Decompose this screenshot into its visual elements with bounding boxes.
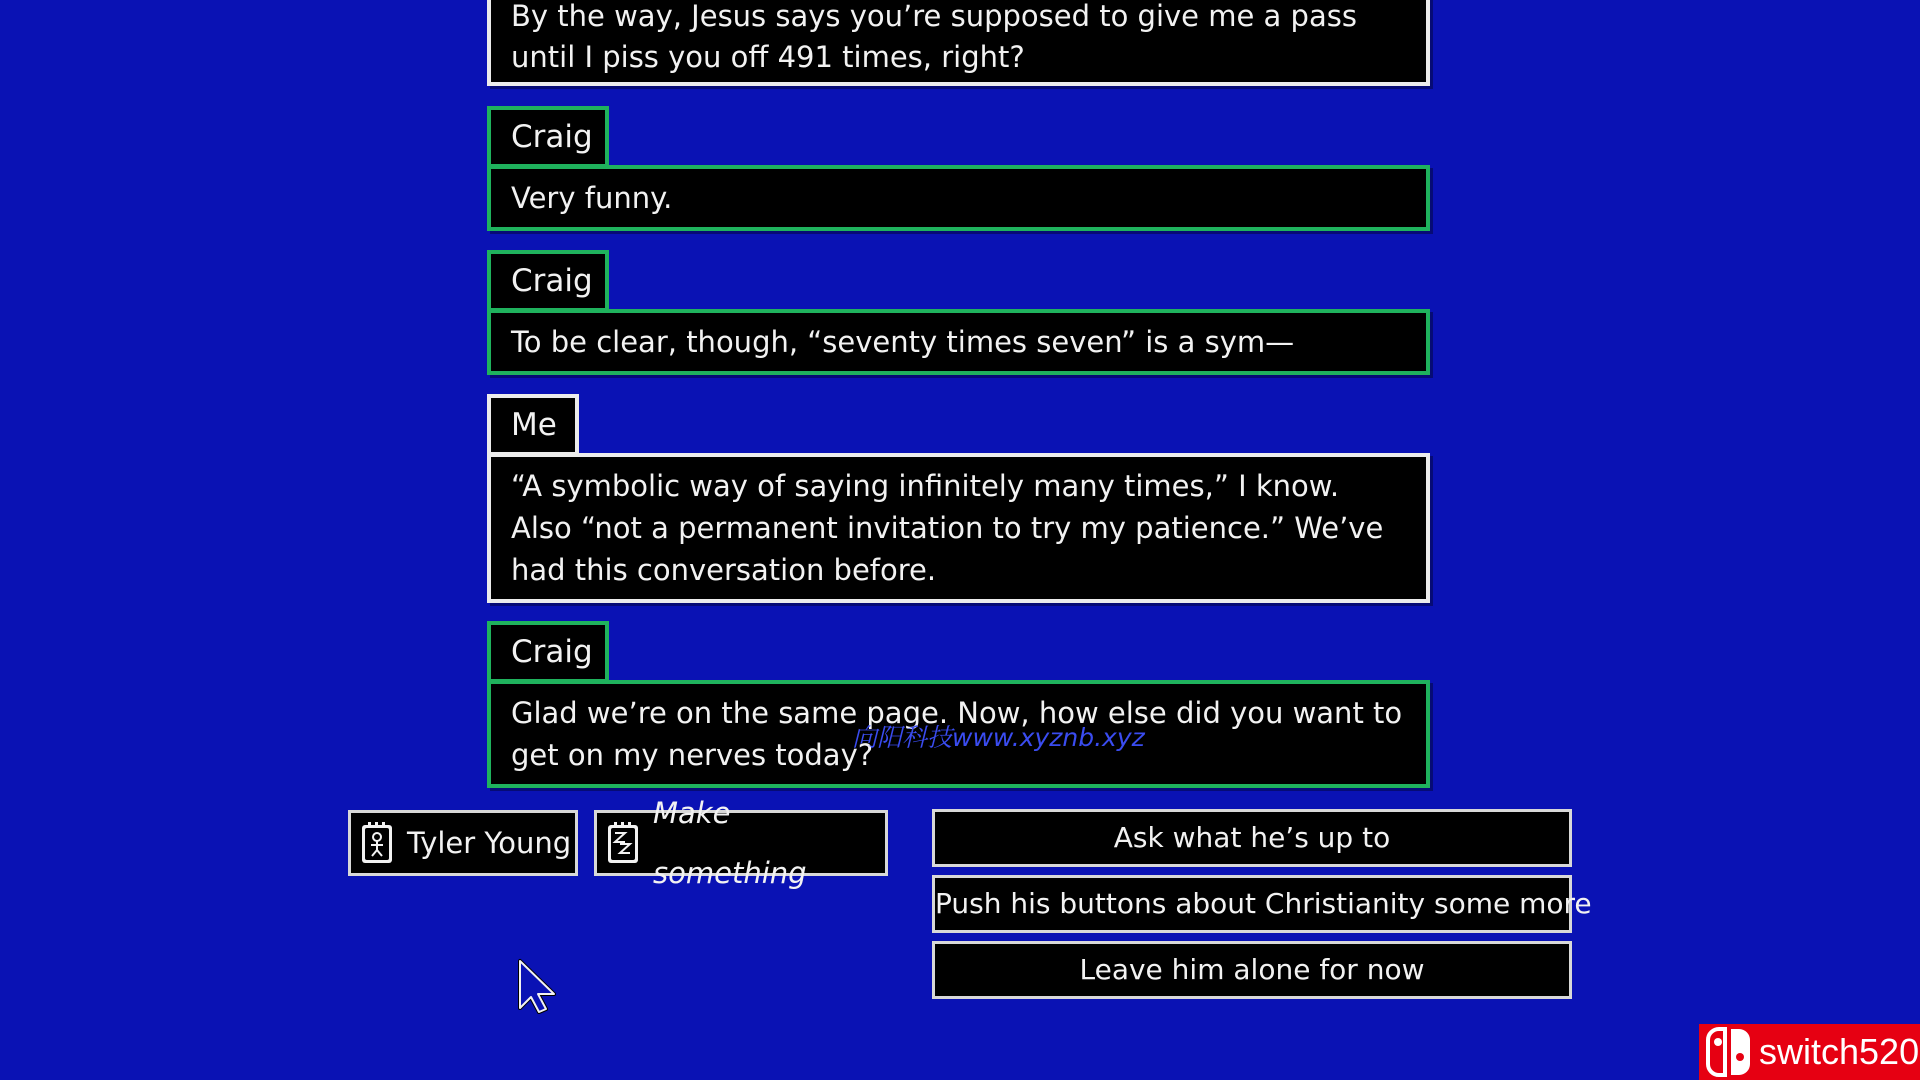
speaker-name: Craig: [511, 119, 593, 155]
choice-push-his-buttons[interactable]: Push his buttons about Christianity some more: [932, 875, 1572, 933]
dialogue-text: To be clear, though, “seventy times seven” is a sym—: [511, 325, 1295, 359]
speaker-tag-craig: [487, 250, 609, 312]
dialogue-text: “A symbolic way of saying infinitely many times,” I know. Also “not a permanent invitation to try my patience.” We’ve had this conversation before.: [511, 469, 1384, 587]
switch-console-icon: [1705, 1026, 1753, 1078]
mouse-cursor-icon: [516, 958, 558, 1014]
speaker-tag-craig: [487, 621, 609, 683]
speaker-name: Craig: [511, 634, 593, 670]
speaker-tag-me: [487, 394, 579, 456]
sleep-card-icon: [605, 820, 641, 866]
watermark: 向阳科技www.xyznb.xyz: [852, 723, 1145, 752]
dialogue-text: Very funny.: [511, 181, 673, 215]
choice-leave-him-alone[interactable]: Leave him alone for now: [932, 941, 1572, 999]
inventory-item-make-something[interactable]: [594, 796, 888, 890]
person-card-icon: [359, 820, 395, 866]
speaker-name: Me: [511, 407, 557, 443]
speaker-tag-craig: [487, 106, 609, 168]
dialogue-line-3: [487, 309, 1430, 375]
switch520-logo: [1699, 1024, 1920, 1080]
inventory-item-tyler-young[interactable]: [348, 810, 578, 876]
dialogue-line-4: [487, 453, 1430, 603]
dialogue-line-1: [487, 0, 1430, 86]
inventory-label: Make something: [653, 796, 807, 890]
speaker-name: Craig: [511, 263, 593, 299]
choice-ask-what-hes-up-to[interactable]: Ask what he’s up to: [932, 809, 1572, 867]
logo-text: switch520: [1759, 1031, 1920, 1072]
dialogue-text: Glad we’re on the same page. Now, how else did you want to get on my nerves today?: [511, 696, 1403, 772]
dialogue-text: By the way, Jesus says you’re supposed to give me a pass until I piss you off 491 times, right?: [511, 0, 1357, 74]
inventory-label: Tyler Young: [407, 826, 572, 860]
dialogue-line-2: [487, 165, 1430, 231]
